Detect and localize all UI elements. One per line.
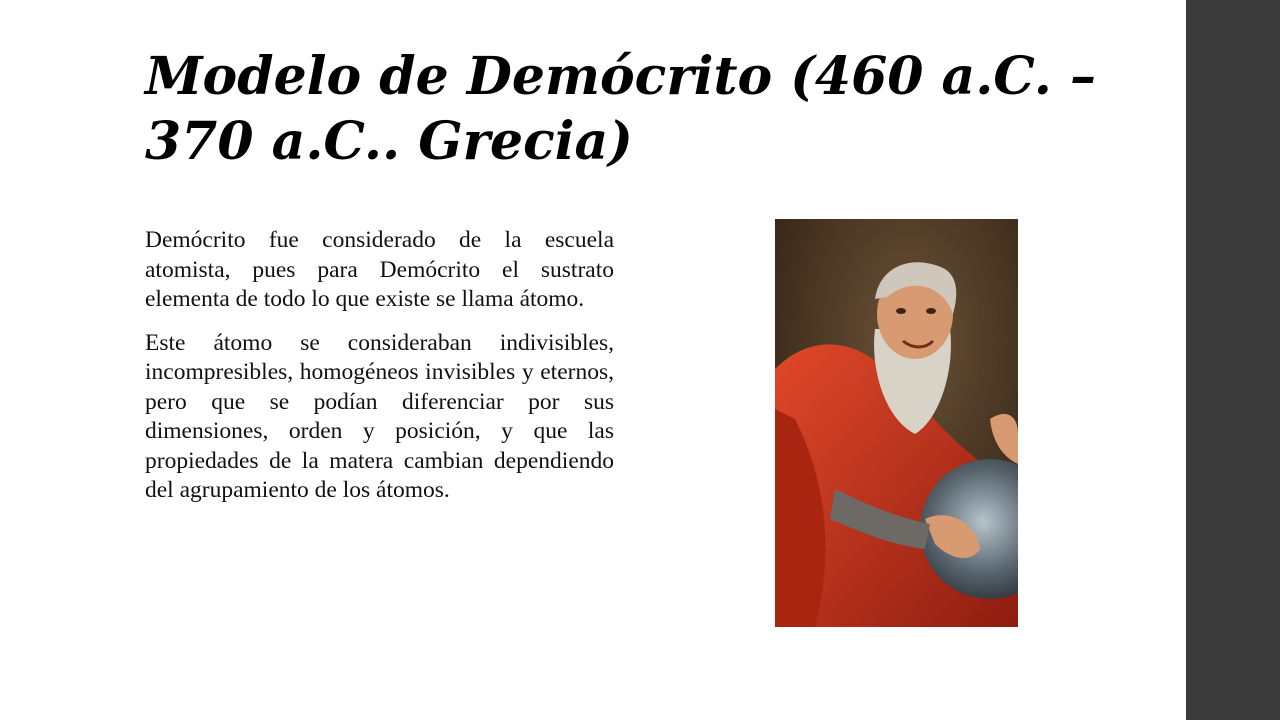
paragraph-1: Demócrito fue considerado de la escuela atomista, pues para Demócrito el sustrato elementa de todo lo que existe se llama átomo. xyxy=(145,227,614,312)
eye-left xyxy=(896,308,906,314)
paragraph-2: Este átomo se consideraban indivisibles, incompresibles, homogéneos invisibles y eternos, pero que se podían diferenciar por sus dimensiones, orden y posición, y que las propiedades de la matera cambian dependiendo del agrupamiento de los átomos. xyxy=(145,329,614,503)
portrait-illustration xyxy=(775,219,1018,627)
accent-side-bar xyxy=(1186,0,1280,720)
slide-title: Modelo de Demócrito (460 a.C. – 370 a.C.. Grecia) xyxy=(145,46,1097,172)
eye-right xyxy=(926,308,936,314)
body-text xyxy=(145,226,614,520)
democritus-portrait-image xyxy=(775,219,1018,627)
